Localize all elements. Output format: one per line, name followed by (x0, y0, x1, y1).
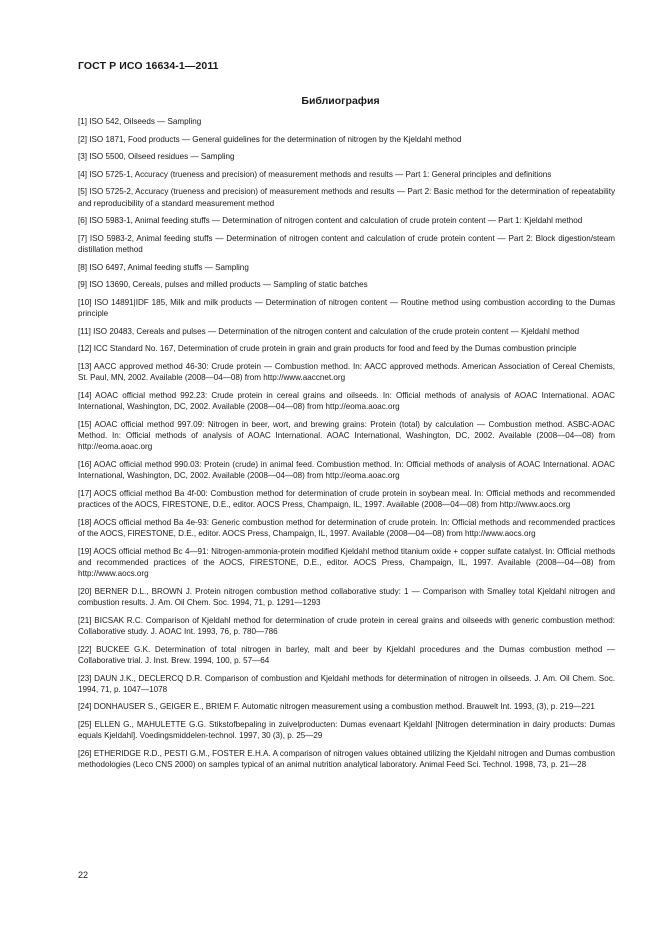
reference-item: [3] ISO 5500, Oilseed residues — Sampling (78, 152, 235, 162)
reference-item: [5] ISO 5725-2, Accuracy (trueness and precision) of measurement methods and results — Part 2: Basic method for the determination of repeatability and reproducibility of a standard measurement method (78, 187, 615, 208)
reference-item: [12] ICC Standard No. 167, Determination of crude protein in grain and grain products for food and feed by the Dumas combustion principle (78, 344, 577, 354)
reference-item: [20] BERNER D.L., BROWN J. Protein nitrogen combustion method collaborative study: 1 — Comparison with Smalley total Kjeldahl nitrogen and combustion results. J. Am. Oil Chem. Soc. 1994, 71, p. 1291—1293 (78, 586, 615, 608)
reference-item: [24] DONHAUSER S., GEIGER E., BRIEM F. Automatic nitrogen measurement using a combustion method. Brauwelt Int. 1993, (3), p. 219—221 (78, 702, 595, 712)
reference-item: [25] ELLEN G., MAHULETTE G.G. Stikstofbepaling in zuivelproducten: Dumas evenaart Kjeldahl [Nitrogen determination in dairy products: Dumas equals Kjeldahl]. Voedingsmiddelen-technol. 1997, 30 (3), p. 25—29 (78, 720, 615, 741)
reference-item: [16] AOAC official method 990.03: Protein (crude) in animal feed. Combustion method. In: Official methods of analysis of AOAC International. AOAC International, Washington, DC, 2002. Available (2008—04—08) from http://eoma.aoac.org (78, 459, 615, 481)
reference-item: [21] BICSAK R.C. Comparison of Kjeldahl method for determination of crude protein in cereal grains and oilseeds with generic combustion method: Collaborative study. J. AOAC Int. 1993, 76, p. 780—786 (78, 615, 615, 637)
reference-item: [8] ISO 6497, Animal feeding stuffs — Sampling (78, 262, 249, 272)
reference-item: [19] AOCS official method Bc 4—91: Nitrogen-ammonia-protein modified Kjeldahl method titanium oxide + copper sulfate catalyst. In: Official methods and recommended practices of the AOCS, FIRESTONE, D.E., editor. AOCS Press, Champaign, IL, 1997. Available (2008—04—08) from http://www.aocs.org (78, 546, 615, 579)
reference-item: [7] ISO 5983-2, Animal feeding stuffs — Determination of nitrogen content and calculation of crude protein content — Part 2: Block digestion/steam distillation method (78, 233, 615, 255)
bibliography-list (78, 116, 615, 777)
reference-item: [17] AOCS official method Ba 4f-00: Combustion method for determination of crude protein in soybean meal. In: Official methods and recommended practices of the AOCS, FIRESTONE, D.E., editor. AOCS Press, Champaign, IL, 1997. Available (2008—04—08) from http://www.aocs.org (78, 488, 615, 510)
reference-item: [9] ISO 13690, Cereals, pulses and milled products — Sampling of static batches (78, 280, 368, 290)
page-number: 22 (78, 870, 89, 880)
reference-item: [10] ISO 14891|IDF 185, Milk and milk products — Determination of nitrogen content — Routine method using combustion according to the Dumas principle (78, 297, 615, 319)
document-header: ГОСТ Р ИСО 16634-1—2011 (78, 60, 219, 72)
reference-item: [6] ISO 5983-1, Animal feeding stuffs — Determination of nitrogen content and calculation of crude protein content — Part 1: Kjeldahl method (78, 216, 583, 226)
reference-item: [13] AACC approved method 46-30: Crude protein — Combustion method. In: AACC approved methods. American Association of Cereal Chemists, St. Paul, MN, 2002. Available (2008—04—08) from http://www.aaccnet.org (78, 362, 615, 383)
reference-item: [14] AOAC official method 992.23: Crude protein in cereal grains and oilseeds. In: Official methods of analysis of AOAC International. AOAC International, Washington, DC, 2002. Available (2008—04—08) from http://eoma.aoac.org (78, 390, 615, 412)
reference-item: [11] ISO 20483, Cereals and pulses — Determination of the nitrogen content and calculation of the crude protein content — Kjeldahl method (78, 326, 580, 336)
section-title-text: Библиография (301, 95, 380, 107)
reference-item: [18] AOCS official method Ba 4e-93: Generic combustion method for determination of crude protein. In: Official methods and recommended practices of the AOCS, FIRESTONE, D.E., editor. AOCS Press, Champaign, IL, 1997. Available (2008—04—08) from http://www.aocs.org (78, 517, 615, 539)
reference-item: [26] ETHERIDGE R.D., PESTI G.M., FOSTER E.H.A. A comparison of nitrogen values obtained utilizing the Kjeldahl nitrogen and Dumas combustion methodologies (Leco CNS 2000) on samples typical of an animal nutrition analytical laboratory. Animal Feed Sci. Technol. 1998, 73, p. 21—28 (78, 748, 615, 770)
reference-item: [1] ISO 542, Oilseeds — Sampling (78, 117, 202, 126)
reference-item: [15] AOAC official method 997.09: Nitrogen in beer, wort, and brewing grains: Protein (total) by calculation — Combustion method. ASBC-AOAC Method. In: Official methods of analysis of AOAC International. AOAC International, Washington, DC, 2002. Available (2008—04—08) from http://eoma.aoac.org (78, 419, 615, 452)
reference-item: [4] ISO 5725-1, Accuracy (trueness and precision) of measurement methods and results — Part 1: General principles and definitions (78, 169, 552, 179)
reference-item: [2] ISO 1871, Food products — General guidelines for the determination of nitrogen by the Kjeldahl method (78, 134, 462, 144)
section-title (0, 95, 661, 107)
reference-item: [22] BUCKEE G.K. Determination of total nitrogen in barley, malt and beer by Kjeldahl procedures and the Dumas combustion method — Collaborative trial. J. Inst. Brew. 1994, 100, p. 57—64 (78, 644, 615, 665)
reference-item: [23] DAUN J.K., DECLERCQ D.R. Comparison of combustion and Kjeldahl methods for determination of nitrogen in oilseeds. J. Am. Oil Chem. Soc. 1994, 71, p. 1047—1078 (78, 673, 615, 694)
